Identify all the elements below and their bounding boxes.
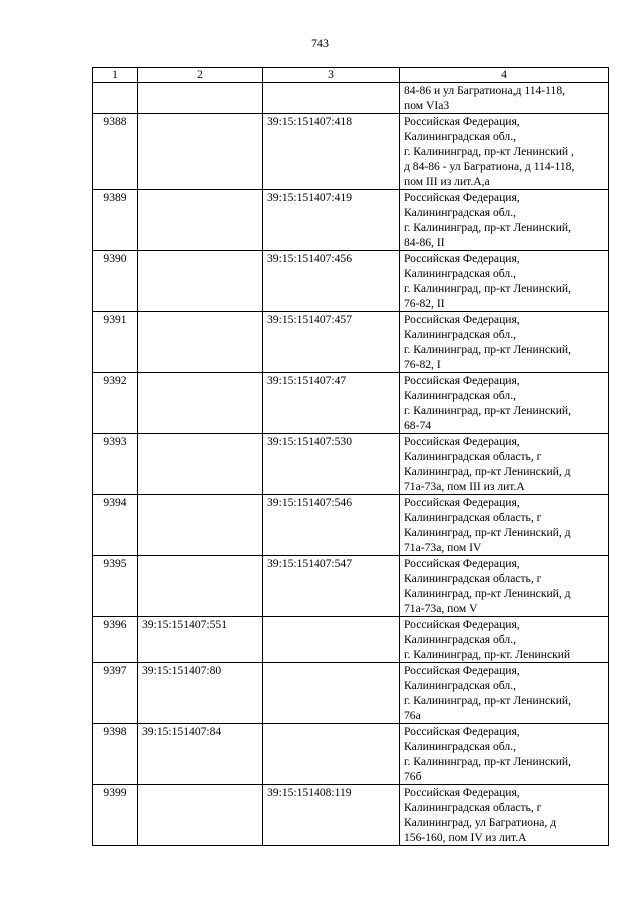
address-cell: Российская Федерация, Калининградская обл., г. Калининград, пр-кт Ленинский , д 84-86 - ул Багратиона, д 114-118, пом III из лит.А,а <box>400 114 609 190</box>
registry-table <box>92 67 609 846</box>
cadastral-number-cell: 39:15:151407:547 <box>263 556 400 617</box>
row-number-cell: 9395 <box>93 556 138 617</box>
row-number-cell: 9399 <box>93 785 138 846</box>
cadastral-number-cell <box>138 312 263 373</box>
table-header-row <box>93 68 609 83</box>
cadastral-number-cell: 39:15:151407:418 <box>263 114 400 190</box>
address-cell: Российская Федерация, Калининградская обл., г. Калининград, пр-кт Ленинский, 76а <box>400 663 609 724</box>
cadastral-number-cell: 39:15:151407:546 <box>263 495 400 556</box>
cadastral-number-cell <box>263 663 400 724</box>
address-cell: Российская Федерация, Калининградская обл., г. Калининград, пр-кт Ленинский, 76б <box>400 724 609 785</box>
cadastral-number-cell <box>138 785 263 846</box>
row-number-cell: 9389 <box>93 190 138 251</box>
cadastral-number-cell: 39:15:151407:456 <box>263 251 400 312</box>
table-row <box>93 495 609 556</box>
cadastral-number-cell <box>138 190 263 251</box>
row-number-cell: 9393 <box>93 434 138 495</box>
address-cell: 84-86 и ул Багратиона,д 114-118, пом VIа3 <box>400 83 609 114</box>
table-row <box>93 83 609 114</box>
table-row <box>93 663 609 724</box>
cadastral-number-cell: 39:15:151407:47 <box>263 373 400 434</box>
address-cell: Российская Федерация, Калининградская обл., г. Калининград, пр-кт Ленинский, 76-82, I <box>400 312 609 373</box>
table-row <box>93 190 609 251</box>
table-row <box>93 114 609 190</box>
cadastral-number-cell <box>138 556 263 617</box>
row-number-cell: 9397 <box>93 663 138 724</box>
address-cell: Российская Федерация, Калининградская обл., г. Калининград, пр-кт Ленинский, 84-86, II <box>400 190 609 251</box>
row-number-cell <box>93 83 138 114</box>
cadastral-number-cell: 39:15:151407:551 <box>138 617 263 663</box>
cadastral-number-cell: 39:15:151407:84 <box>138 724 263 785</box>
cadastral-number-cell <box>138 251 263 312</box>
table-row <box>93 785 609 846</box>
row-number-cell: 9392 <box>93 373 138 434</box>
cadastral-number-cell <box>138 495 263 556</box>
row-number-cell: 9391 <box>93 312 138 373</box>
cadastral-number-cell <box>263 617 400 663</box>
cadastral-number-cell: 39:15:151407:530 <box>263 434 400 495</box>
row-number-cell: 9394 <box>93 495 138 556</box>
table-row <box>93 251 609 312</box>
page-number: 743 <box>311 36 329 50</box>
row-number-cell: 9390 <box>93 251 138 312</box>
cadastral-number-cell: 39:15:151407:419 <box>263 190 400 251</box>
cadastral-number-cell <box>263 724 400 785</box>
cadastral-number-cell <box>138 373 263 434</box>
cadastral-number-cell <box>138 434 263 495</box>
table-row <box>93 312 609 373</box>
cadastral-number-cell: 39:15:151407:80 <box>138 663 263 724</box>
cadastral-number-cell <box>138 114 263 190</box>
cadastral-number-cell <box>263 83 400 114</box>
table-body <box>93 68 609 846</box>
cadastral-number-cell: 39:15:151408:119 <box>263 785 400 846</box>
address-cell: Российская Федерация, Калининградская область, г Калининград, пр-кт Ленинский, д 71а-73а, пом III из лит.А <box>400 434 609 495</box>
address-cell: Российская Федерация, Калининградская обл., г. Калининград, пр-кт. Ленинский <box>400 617 609 663</box>
cadastral-number-cell: 39:15:151407:457 <box>263 312 400 373</box>
address-cell: Российская Федерация, Калининградская область, г Калининград, ул Багратиона, д 156-160, пом IV из лит.А <box>400 785 609 846</box>
column-header: 4 <box>400 68 609 83</box>
address-cell: Российская Федерация, Калининградская обл., г. Калининград, пр-кт Ленинский, 76-82, II <box>400 251 609 312</box>
row-number-cell: 9398 <box>93 724 138 785</box>
row-number-cell: 9388 <box>93 114 138 190</box>
table-row <box>93 617 609 663</box>
table-row <box>93 434 609 495</box>
column-header: 3 <box>263 68 400 83</box>
table-row <box>93 556 609 617</box>
table-row <box>93 373 609 434</box>
row-number-cell: 9396 <box>93 617 138 663</box>
column-header: 2 <box>138 68 263 83</box>
table-row <box>93 724 609 785</box>
address-cell: Российская Федерация, Калининградская обл., г. Калининград, пр-кт Ленинский, 68-74 <box>400 373 609 434</box>
cadastral-number-cell <box>138 83 263 114</box>
address-cell: Российская Федерация, Калининградская область, г Калининград, пр-кт Ленинский, д 71а-73а, пом IV <box>400 495 609 556</box>
column-header: 1 <box>93 68 138 83</box>
address-cell: Российская Федерация, Калининградская область, г Калининград, пр-кт Ленинский, д 71а-73а, пом V <box>400 556 609 617</box>
